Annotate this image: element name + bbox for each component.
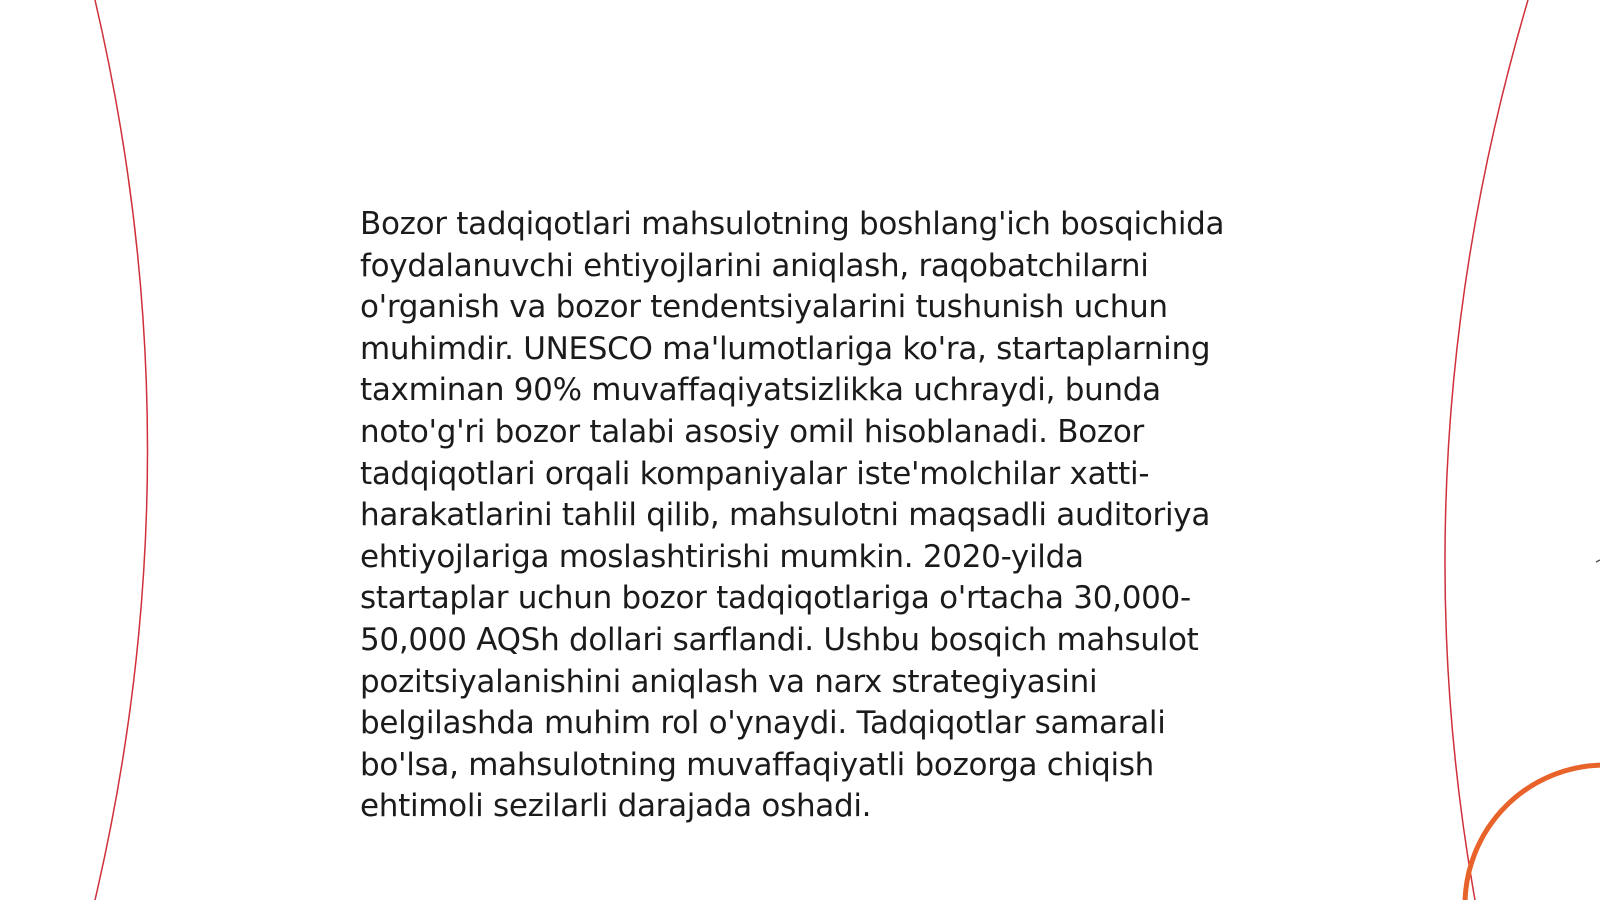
right-curve-line (1445, 0, 1528, 900)
left-curve-line (95, 0, 148, 900)
accent-circle (1465, 765, 1600, 900)
small-arrow-mark (1596, 560, 1600, 562)
slide-paragraph: Bozor tadqiqotlari mahsulotning boshlang'ich bosqichida foydalanuvchi ehtiyojlarini aniqlash, raqobatchilarni o'rganish va bozor tendentsiyalarini tushunish uchun muhimdir. UNESCO ma'lumotlariga ko'ra, startaplarning taxminan 90% muvaffaqiyatsizlikka uchraydi, bunda noto'g'ri bozor talabi asosiy omil hisoblanadi. Bozor tadqiqotlari orqali kompaniyalar iste'molchilar xatti-harakatlarini tahlil qilib, mahsulotni maqsadli auditoriya ehtiyojlariga moslashtirishi mumkin. 2020-yilda startaplar uchun bozor tadqiqotlariga o'rtacha 30,000-50,000 AQSh dollari sarflandi. Ushbu bosqich mahsulot pozitsiyalanishini aniqlash va narx strategiyasini belgilashda muhim rol o'ynaydi. Tadqiqotlar samarali bo'lsa, mahsulotning muvaffaqiyatli bozorga chiqish ehtimoli sezilarli darajada oshadi. (360, 206, 1225, 825)
